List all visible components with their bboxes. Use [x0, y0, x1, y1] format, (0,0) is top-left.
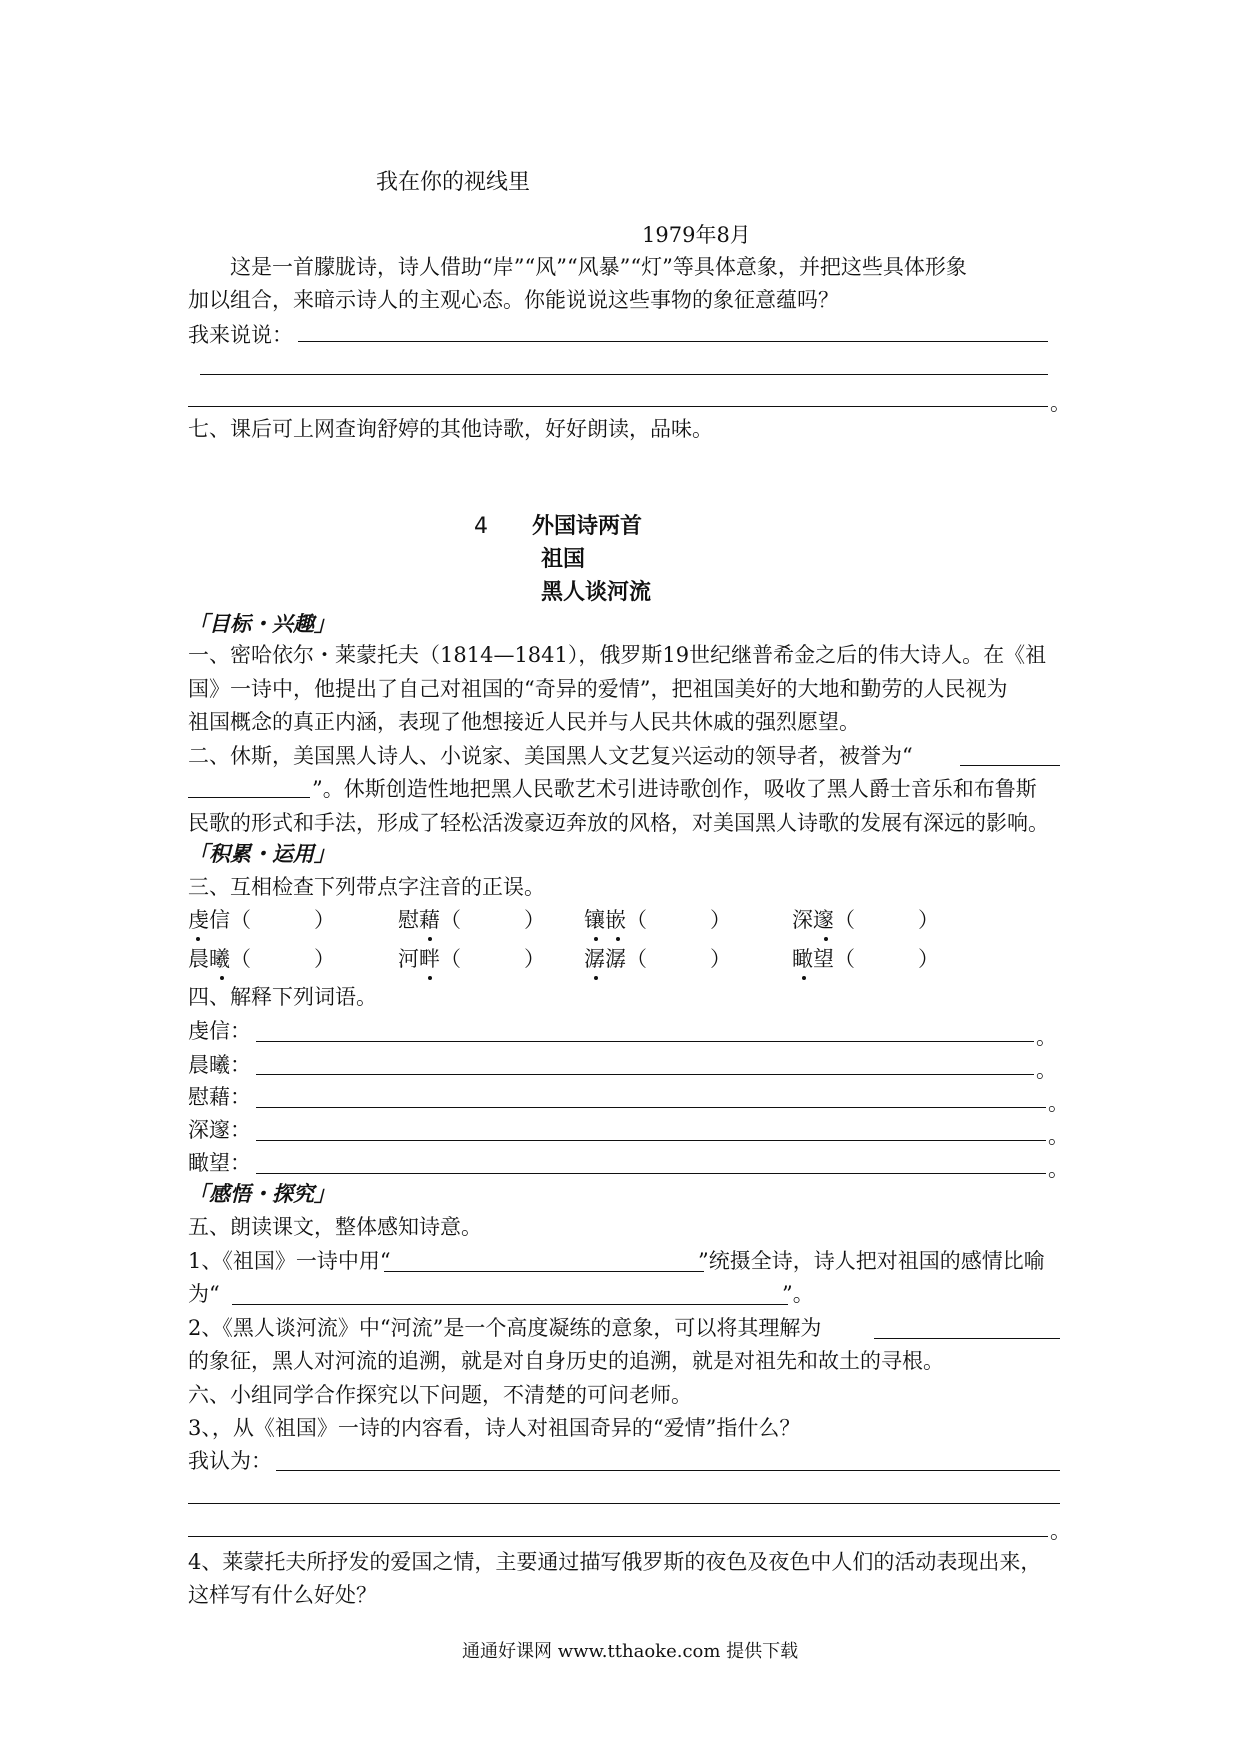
pinyin-item: 慰藉（ ） [398, 908, 545, 932]
period-mark: 。 [1036, 1058, 1057, 1082]
section-perceive-explore: 「感悟・探究」 [188, 1182, 335, 1206]
period-mark: 。 [1048, 1124, 1069, 1148]
fill-blank-line[interactable] [188, 797, 310, 798]
item-2-line: 民歌的形式和手法，形成了轻松活泼豪迈奔放的风格，对美国黑人诗歌的发展有深远的影响。 [188, 811, 1049, 835]
intro-paragraph-line: 加以组合，来暗示诗人的主观心态。你能说说这些事物的象征意蕴吗？ [188, 288, 839, 312]
think-label: 我认为： [188, 1449, 272, 1473]
intro-paragraph-line: 这是一首朦胧诗，诗人借助“岸”“风”“风暴”“灯”等具体意象，并把这些具体形象 [230, 255, 967, 279]
lesson-subtitle-2: 黑人谈河流 [541, 580, 652, 605]
answer-line[interactable] [298, 341, 1048, 342]
item-3: 三、互相检查下列带点字注音的正误。 [188, 875, 545, 899]
fill-blank-line[interactable] [232, 1304, 788, 1305]
pinyin-item: 瞰望（ ） [792, 947, 939, 971]
item-7: 七、课后可上网查询舒婷的其他诗歌，好好朗读，品味。 [188, 417, 713, 441]
emphasis-dot [616, 937, 620, 941]
lesson-title: 外国诗两首 [532, 514, 643, 539]
define-line[interactable] [256, 1074, 1034, 1075]
define-line[interactable] [256, 1173, 1046, 1174]
answer-line[interactable] [276, 1470, 1060, 1471]
lesson-subtitle-1: 祖国 [541, 547, 586, 572]
pinyin-item: 晨曦（ ） [188, 947, 335, 971]
period-mark: 。 [1050, 1519, 1071, 1543]
question-4-line: 这样写有什么好处？ [188, 1583, 377, 1607]
period-mark: 。 [1050, 391, 1071, 415]
define-line[interactable] [256, 1140, 1046, 1141]
period-mark: 。 [1036, 1025, 1057, 1049]
emphasis-dot [594, 976, 598, 980]
question-1-part: ”。 [782, 1282, 814, 1306]
answer-line[interactable] [188, 1503, 1060, 1504]
item-2-line: 二、休斯，美国黑人诗人、小说家、美国黑人文艺复兴运动的领导者，被誉为“ [188, 744, 913, 768]
pinyin-item: 虔信（ ） [188, 908, 335, 932]
item-6: 六、小组同学合作探究以下问题，不清楚的可问老师。 [188, 1383, 692, 1407]
emphasis-dot [220, 976, 224, 980]
define-word: 虔信： [188, 1019, 251, 1043]
item-1-line: 一、密哈依尔・莱蒙托夫（1814—1841），俄罗斯19世纪继普希金之后的伟大诗人。在《祖 [188, 643, 1047, 667]
define-word: 晨曦： [188, 1053, 251, 1077]
section-goal-interest: 「目标・兴趣」 [188, 612, 335, 636]
emphasis-dot [428, 937, 432, 941]
question-1-part: 为“ [188, 1282, 220, 1306]
define-word: 瞰望： [188, 1151, 251, 1175]
item-4: 四、解释下列词语。 [188, 985, 377, 1009]
define-line[interactable] [256, 1107, 1046, 1108]
fill-blank-line[interactable] [960, 765, 1060, 766]
period-mark: 。 [1048, 1091, 1069, 1115]
define-word: 慰藉： [188, 1085, 251, 1109]
question-3: 3、，从《祖国》一诗的内容看，诗人对祖国奇异的“爱情”指什么？ [188, 1416, 801, 1440]
period-mark: 。 [1048, 1157, 1069, 1181]
pinyin-item: 镶嵌（ ） [584, 908, 731, 932]
answer-line[interactable] [188, 406, 1048, 407]
fill-blank-line[interactable] [384, 1271, 704, 1272]
item-1-line: 国》一诗中，他提出了自己对祖国的“奇异的爱情”，把祖国美好的大地和勤劳的人民视为 [188, 677, 1008, 701]
lesson-number: 4 [474, 514, 488, 539]
say-label: 我来说说： [188, 323, 293, 347]
item-2-line: ”。休斯创造性地把黑人民歌艺术引进诗歌创作，吸收了黑人爵士音乐和布鲁斯 [312, 777, 1037, 801]
pinyin-item: 潺潺（ ） [584, 947, 731, 971]
emphasis-dot [594, 937, 598, 941]
fill-blank-line[interactable] [874, 1338, 1060, 1339]
item-5: 五、朗读课文，整体感知诗意。 [188, 1215, 482, 1239]
emphasis-dot [428, 976, 432, 980]
answer-line[interactable] [188, 1536, 1048, 1537]
question-2-part: 的象征，黑人对河流的追溯，就是对自身历史的追溯，就是对祖先和故土的寻根。 [188, 1349, 944, 1373]
pinyin-item: 河畔（ ） [398, 947, 545, 971]
date-line: 1979年8月 [642, 223, 751, 247]
question-1-part: ”统摄全诗，诗人把对祖国的感情比喻 [698, 1249, 1045, 1273]
footer-credit: 通通好课网 www.tthaoke.com 提供下载 [462, 1641, 799, 1662]
define-line[interactable] [256, 1041, 1034, 1042]
question-4-line: 4、莱蒙托夫所抒发的爱国之情，主要通过描写俄罗斯的夜色及夜色中人们的活动表现出来， [188, 1550, 1042, 1574]
emphasis-dot [824, 937, 828, 941]
define-word: 深邃： [188, 1118, 251, 1142]
emphasis-dot [802, 976, 806, 980]
item-1-line: 祖国概念的真正内涵，表现了他想接近人民并与人民共休戚的强烈愿望。 [188, 710, 860, 734]
poem-title: 我在你的视线里 [376, 170, 531, 195]
section-accumulate-apply: 「积累・运用」 [188, 842, 335, 866]
answer-line[interactable] [200, 374, 1048, 375]
emphasis-dot [196, 937, 200, 941]
pinyin-item: 深邃（ ） [792, 908, 939, 932]
question-2-part: 2、《黑人谈河流》中“河流”是一个高度凝练的意象，可以将其理解为 [188, 1316, 822, 1340]
question-1-part: 1、《祖国》一诗中用“ [188, 1249, 391, 1273]
